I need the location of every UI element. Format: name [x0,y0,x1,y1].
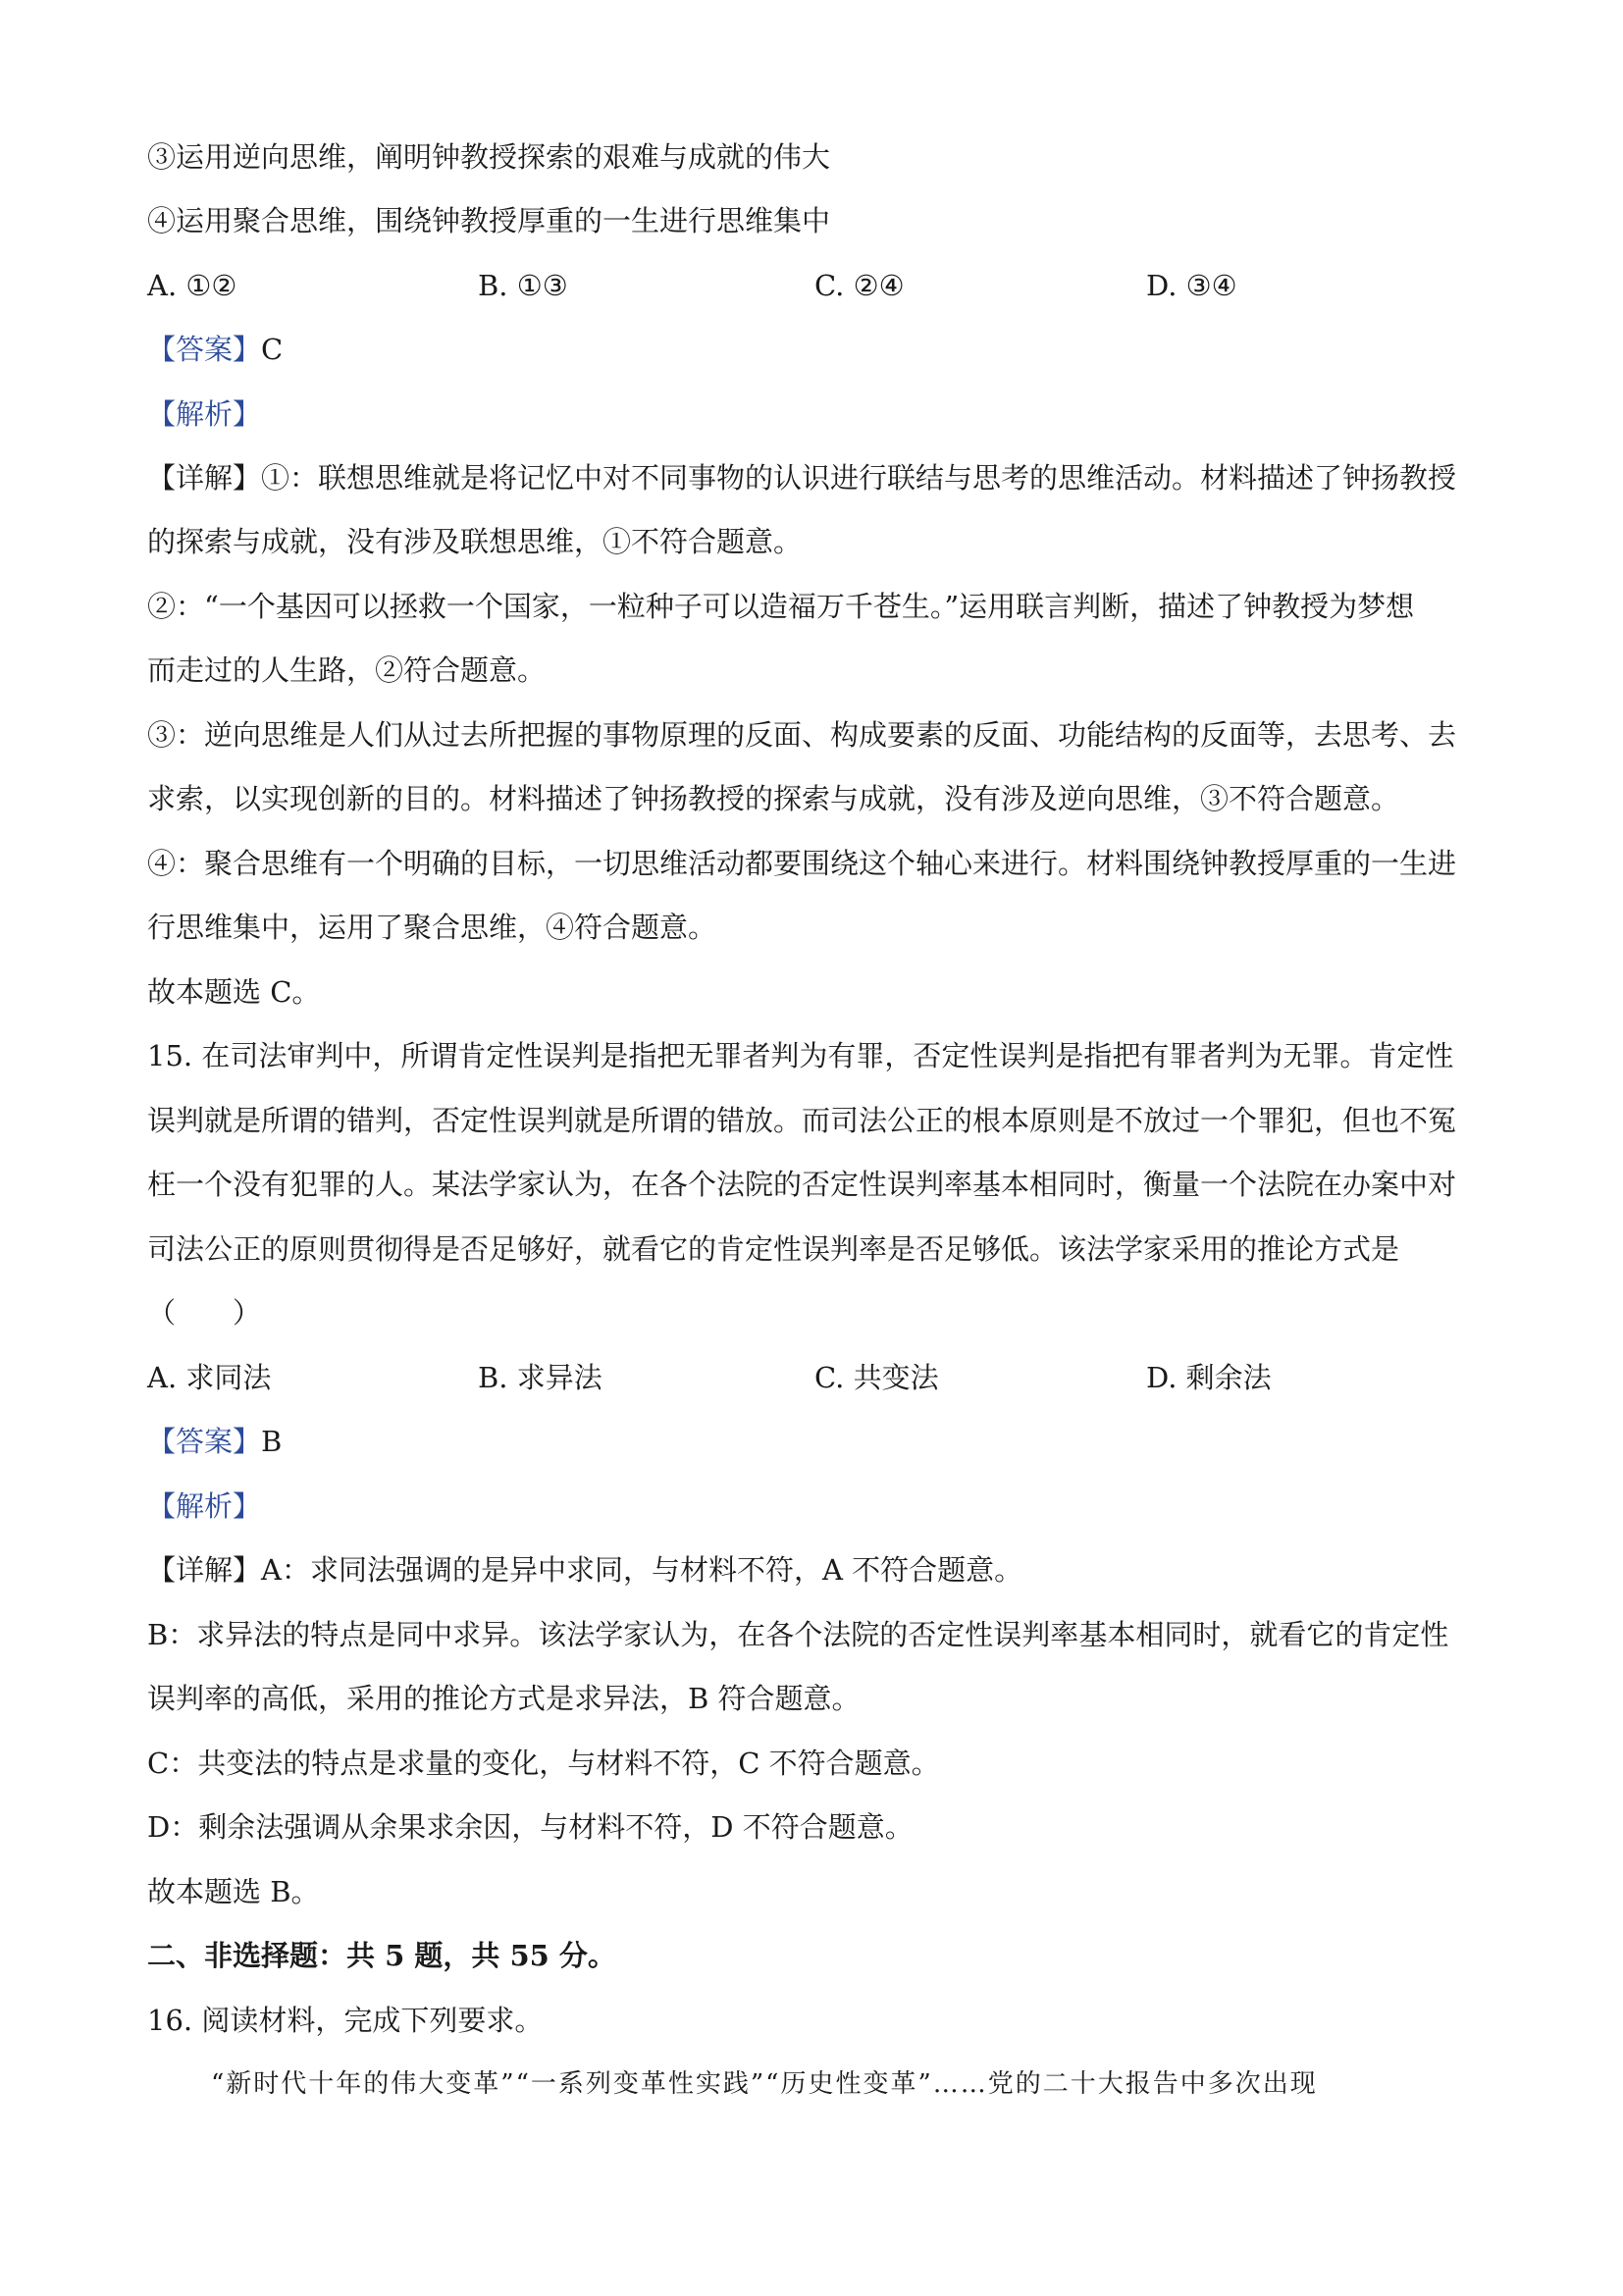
detail-line: 而走过的人生路，②符合题意。 [147,653,547,687]
choice-item-3: ③运用逆向思维，阐明钟教授探索的艰难与成就的伟大 [147,140,831,174]
answer-options [147,266,1492,305]
question-15-stem: 枉一个没有犯罪的人。某法学家认为，在各个法院的否定性误判率基本相同时，衡量一个法院在办案中对 [147,1168,1457,1201]
detail-text: A：求同法强调的是异中求同，与材料不符，A 不符合题意。 [261,1553,1023,1587]
question-15-stem: 15. 在司法审判中，所谓肯定性误判是指把无罪者判为有罪，否定性误判是指把有罪者判为无罪。肯定性 [147,1039,1454,1072]
option-c: C. ②④ [814,269,905,302]
detail-line: B：求异法的特点是同中求异。该法学家认为，在各个法院的否定性误判率基本相同时，就看它的肯定性 [147,1618,1449,1651]
detail-line: 误判率的高低，采用的推论方式是求异法，B 符合题意。 [147,1682,861,1715]
question-15-stem: 误判就是所谓的错判，否定性误判就是所谓的错放。而司法公正的根本原则是不放过一个罪犯，但也不冤 [147,1104,1457,1137]
answer-value: B [261,1425,283,1458]
question-16-stem: 16. 阅读材料，完成下列要求。 [147,2004,544,2037]
conclusion-line: 故本题选 B。 [147,1875,320,1908]
detail-line: D：剩余法强调从余果求余因，与材料不符，D 不符合题意。 [147,1810,914,1844]
detail-tag: 【详解】 [147,1553,262,1587]
detail-line: ②：“一个基因可以拯救一个国家，一粒种子可以造福万千苍生。”运用联言判断，描述了钟教授为梦想 [147,590,1415,623]
option-b: B. ①③ [478,269,568,302]
answer-line [147,1422,1492,1461]
option-a: A. ①② [147,269,237,302]
detail-line: 求索，以实现创新的目的。材料描述了钟扬教授的探索与成就，没有涉及逆向思维，③不符合题意。 [147,782,1400,815]
question-15-stem: 司法公正的原则贯彻得是否足够好，就看它的肯定性误判率是否足够低。该法学家采用的推论方式是 [147,1232,1400,1266]
option-b: B. 求异法 [478,1361,602,1394]
conclusion-line: 故本题选 C。 [147,975,321,1009]
answer-value: C [261,333,284,366]
section-heading: 二、非选择题：共 5 题，共 55 分。 [147,1939,616,1972]
detail-text: ①：联想思维就是将记忆中对不同事物的认识进行联结与思考的思维活动。材料描述了钟扬教授 [261,461,1457,495]
answer-tag: 【答案】 [147,333,262,366]
analysis-tag: 【解析】 [147,1489,262,1523]
material-text: “新时代十年的伟大变革”“一系列变革性实践”“历史性变革”……党的二十大报告中多次出现 [211,2069,1318,2099]
option-a: A. 求同法 [147,1361,272,1394]
analysis-tag: 【解析】 [147,397,262,431]
answer-line [147,330,1492,369]
detail-line: 行思维集中，运用了聚合思维，④符合题意。 [147,911,717,944]
option-d: D. ③④ [1146,269,1237,302]
detail-line: ③：逆向思维是人们从过去所把握的事物原理的反面、构成要素的反面、功能结构的反面等，去思考、去 [147,718,1457,752]
answer-blank: （ ） [147,1296,262,1330]
detail-line: C：共变法的特点是求量的变化，与材料不符，C 不符合题意。 [147,1747,940,1780]
detail-tag: 【详解】 [147,461,262,495]
detail-line [147,458,1492,497]
option-d: D. 剩余法 [1146,1361,1272,1394]
detail-line [147,1550,1492,1590]
detail-line: ④：聚合思维有一个明确的目标，一切思维活动都要围绕这个轴心来进行。材料围绕钟教授厚重的一生进 [147,847,1457,880]
answer-options [147,1358,1492,1397]
option-c: C. 共变法 [814,1361,939,1394]
answer-tag: 【答案】 [147,1425,262,1458]
choice-item-4: ④运用聚合思维，围绕钟教授厚重的一生进行思维集中 [147,204,831,237]
detail-line: 的探索与成就，没有涉及联想思维，①不符合题意。 [147,525,803,558]
